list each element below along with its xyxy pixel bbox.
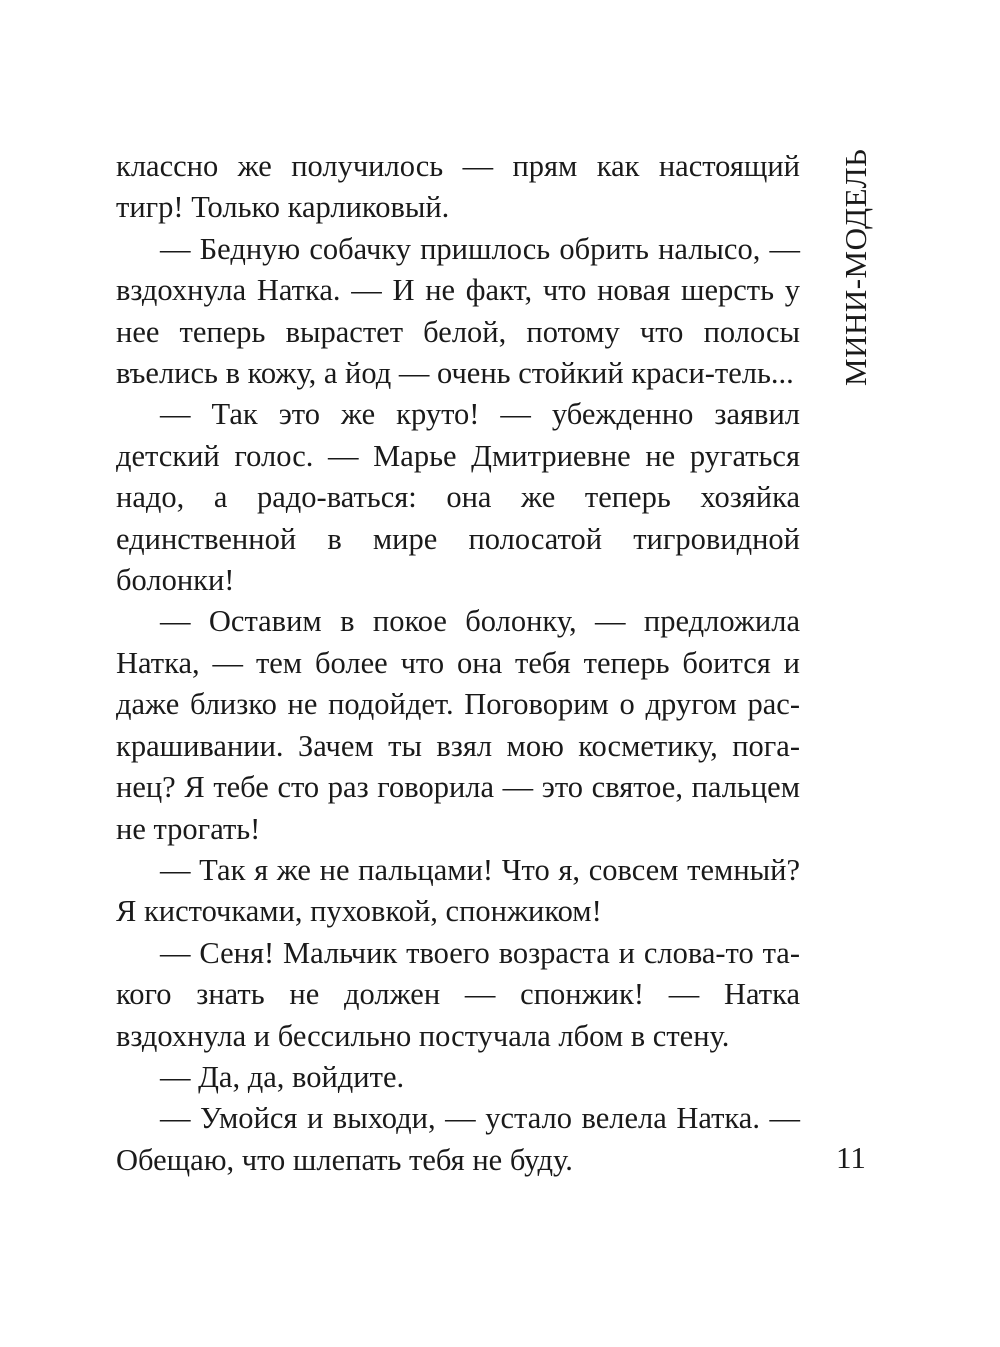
paragraph: — Бедную собачку пришлось обрить налысо, — вздохнула Натка. — И не факт, что новая шерсть у нее теперь вырастет белой, потому что полосы въелись в кожу, а йод — очень стойкий краси-тель... [116,231,800,391]
paragraph: — Сеня! Мальчик твоего возраста и слова-то та-кого знать не должен — спонжик! — Натка вздохнула и бессильно постучала лбом в стену. [116,935,800,1053]
page-number: 11 [836,1140,866,1175]
paragraph-continued: классно же получилось — прям как настоящий тигр! Только карликовый. [116,149,800,225]
paragraph: — Да, да, войдите. [160,1059,405,1094]
paragraph: — Так я же не пальцами! Что я, совсем темный? Я кисточками, пуховкой, спонжиком! [116,852,800,929]
body-text [116,146,800,1181]
paragraph: — Так это же круто! — убежденно заявил детский голос. — Марье Дмитриевне не ругаться надо, а радо-ваться: она же теперь хозяйка единственной в мире полосатой тигровидной болонки! [116,397,800,598]
running-head-title: МИНИ-МОДЕЛЬ [838,148,873,386]
paragraph: — Умойся и выходи, — устало велела Натка. — Обещаю, что шлепать тебя не буду. [116,1101,800,1177]
paragraph: — Оставим в покое болонку, — предложила Натка, — тем более что она тебя теперь боится и даже близко не подойдет. Поговорим о другом рас-крашивании. Зачем ты взял мою косметику, пога-нец? Я тебе сто раз говорила — это святое, пальцем не трогать! [116,604,800,846]
